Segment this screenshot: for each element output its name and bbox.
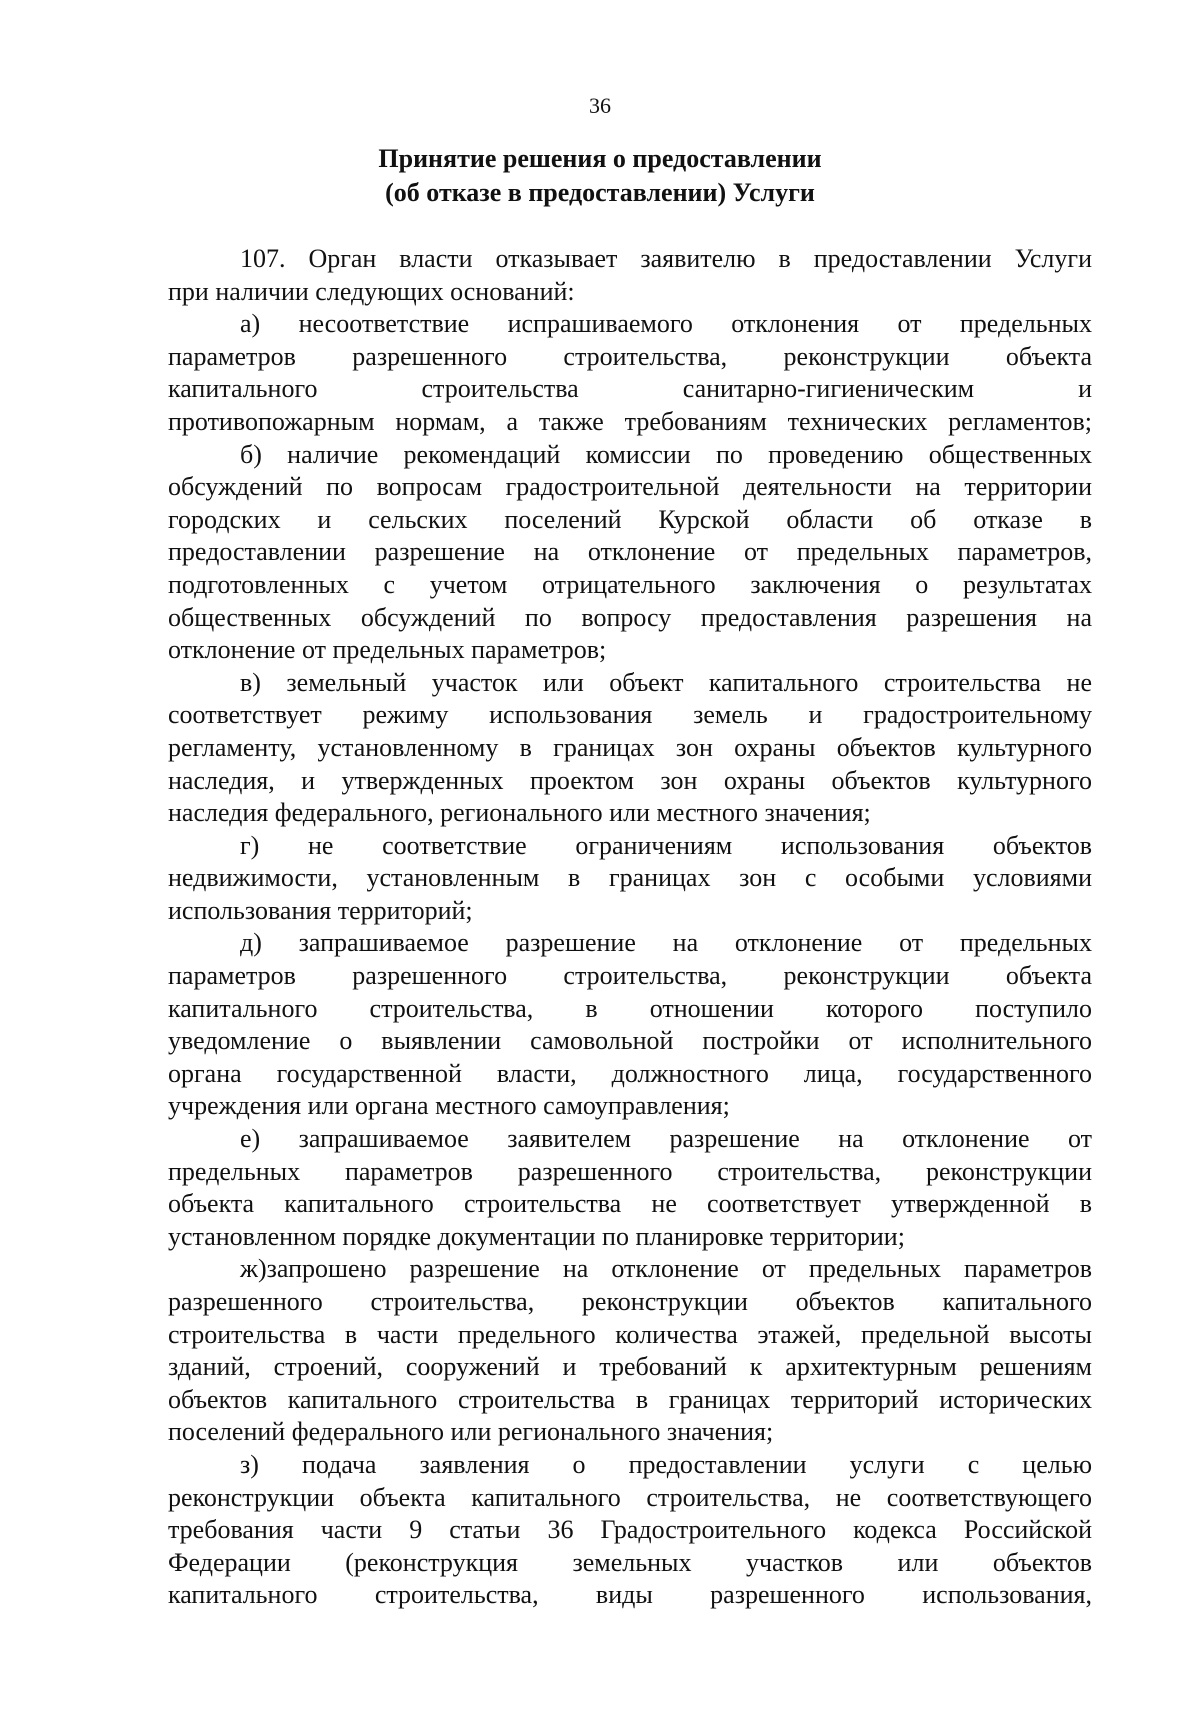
text-line: установленном порядке документации по планировке территории; [168,1221,905,1251]
text-line: требования части 9 статьи 36 Градостроительного кодекса Российской [168,1515,1092,1545]
text-line: подготовленных с учетом отрицательного заключения о результатах [168,569,1092,599]
text-line: при наличии следующих оснований: [168,276,575,306]
text-line: предоставлении разрешение на отклонение от предельных параметров, [168,537,1092,567]
text-line: капитального строительства, виды разрешенного использования, [168,1580,1092,1610]
text-line: капитального строительства, в отношении которого поступило [168,993,1092,1023]
text-line: зданий, строений, сооружений и требований к архитектурным решениям [168,1352,1092,1382]
text-line: уведомление о выявлении самовольной постройки от исполнительного [168,1026,1092,1056]
text-line: 107. Орган власти отказывает заявителю в предоставлении Услуги [240,244,1092,273]
text-line: параметров разрешенного строительства, реконструкции объекта [168,341,1092,371]
text-line: ж)запрошено разрешение на отклонение от предельных параметров [240,1254,1092,1284]
text-line: объектов капитального строительства в границах территорий исторических [168,1384,1092,1414]
text-line: д) запрашиваемое разрешение на отклонение от предельных [240,928,1092,958]
text-line: з) подача заявления о предоставлении услуги с целью [240,1449,1092,1479]
text-line: использования территорий; [168,895,473,925]
text-line: наследия федерального, регионального или местного значения; [168,798,871,828]
text-line: общественных обсуждений по вопросу предоставления разрешения на [168,602,1092,632]
text-line: б) наличие рекомендаций комиссии по проведению общественных [240,439,1092,469]
text-line: недвижимости, установленным в границах зон с особыми условиями [168,863,1092,893]
section-title-line-1: Принятие решения о предоставлении [378,144,822,173]
text-line: органа государственной власти, должностного лица, государственного [168,1058,1092,1088]
text-line: г) не соответствие ограничениям использования объектов [240,830,1092,860]
section-title-line-2: (об отказе в предоставлении) Услуги [385,178,815,207]
text-line: е) запрашиваемое заявителем разрешение на отклонение от [240,1124,1092,1154]
text-line: а) несоответствие испрашиваемого отклонения от предельных [240,309,1092,339]
text-line: противопожарным нормам, а также требованиям технических регламентов; [168,406,1092,436]
text-line: регламенту, установленному в границах зон охраны объектов культурного [168,732,1092,762]
text-line: предельных параметров разрешенного строительства, реконструкции [168,1156,1092,1186]
text-line: в) земельный участок или объект капитального строительства не [240,667,1092,697]
text-line: городских и сельских поселений Курской области об отказе в [168,504,1092,534]
text-line: отклонение от предельных параметров; [168,635,607,665]
text-line: поселений федерального или регионального значения; [168,1417,774,1447]
text-line: учреждения или органа местного самоуправления; [168,1091,730,1121]
text-line: наследия, и утвержденных проектом зон охраны объектов культурного [168,765,1092,795]
text-line: параметров разрешенного строительства, реконструкции объекта [168,961,1092,991]
text-line: Федерации (реконструкция земельных участков или объектов [168,1547,1092,1577]
page-number: 36 [589,93,611,118]
text-line: обсуждений по вопросам градостроительной деятельности на территории [168,472,1092,502]
text-line: реконструкции объекта капитального строительства, не соответствующего [168,1482,1092,1512]
text-line: объекта капитального строительства не соответствует утвержденной в [168,1189,1092,1219]
section-title [0,142,1200,210]
text-line: разрешенного строительства, реконструкции объектов капитального [168,1287,1092,1316]
text-line: соответствует режиму использования земель и градостроительному [168,700,1092,730]
text-line: строительства в части предельного количества этажей, предельной высоты [168,1319,1092,1349]
text-line: капитального строительства санитарно-гигиеническим и [168,374,1092,404]
body-text [168,243,1092,1612]
